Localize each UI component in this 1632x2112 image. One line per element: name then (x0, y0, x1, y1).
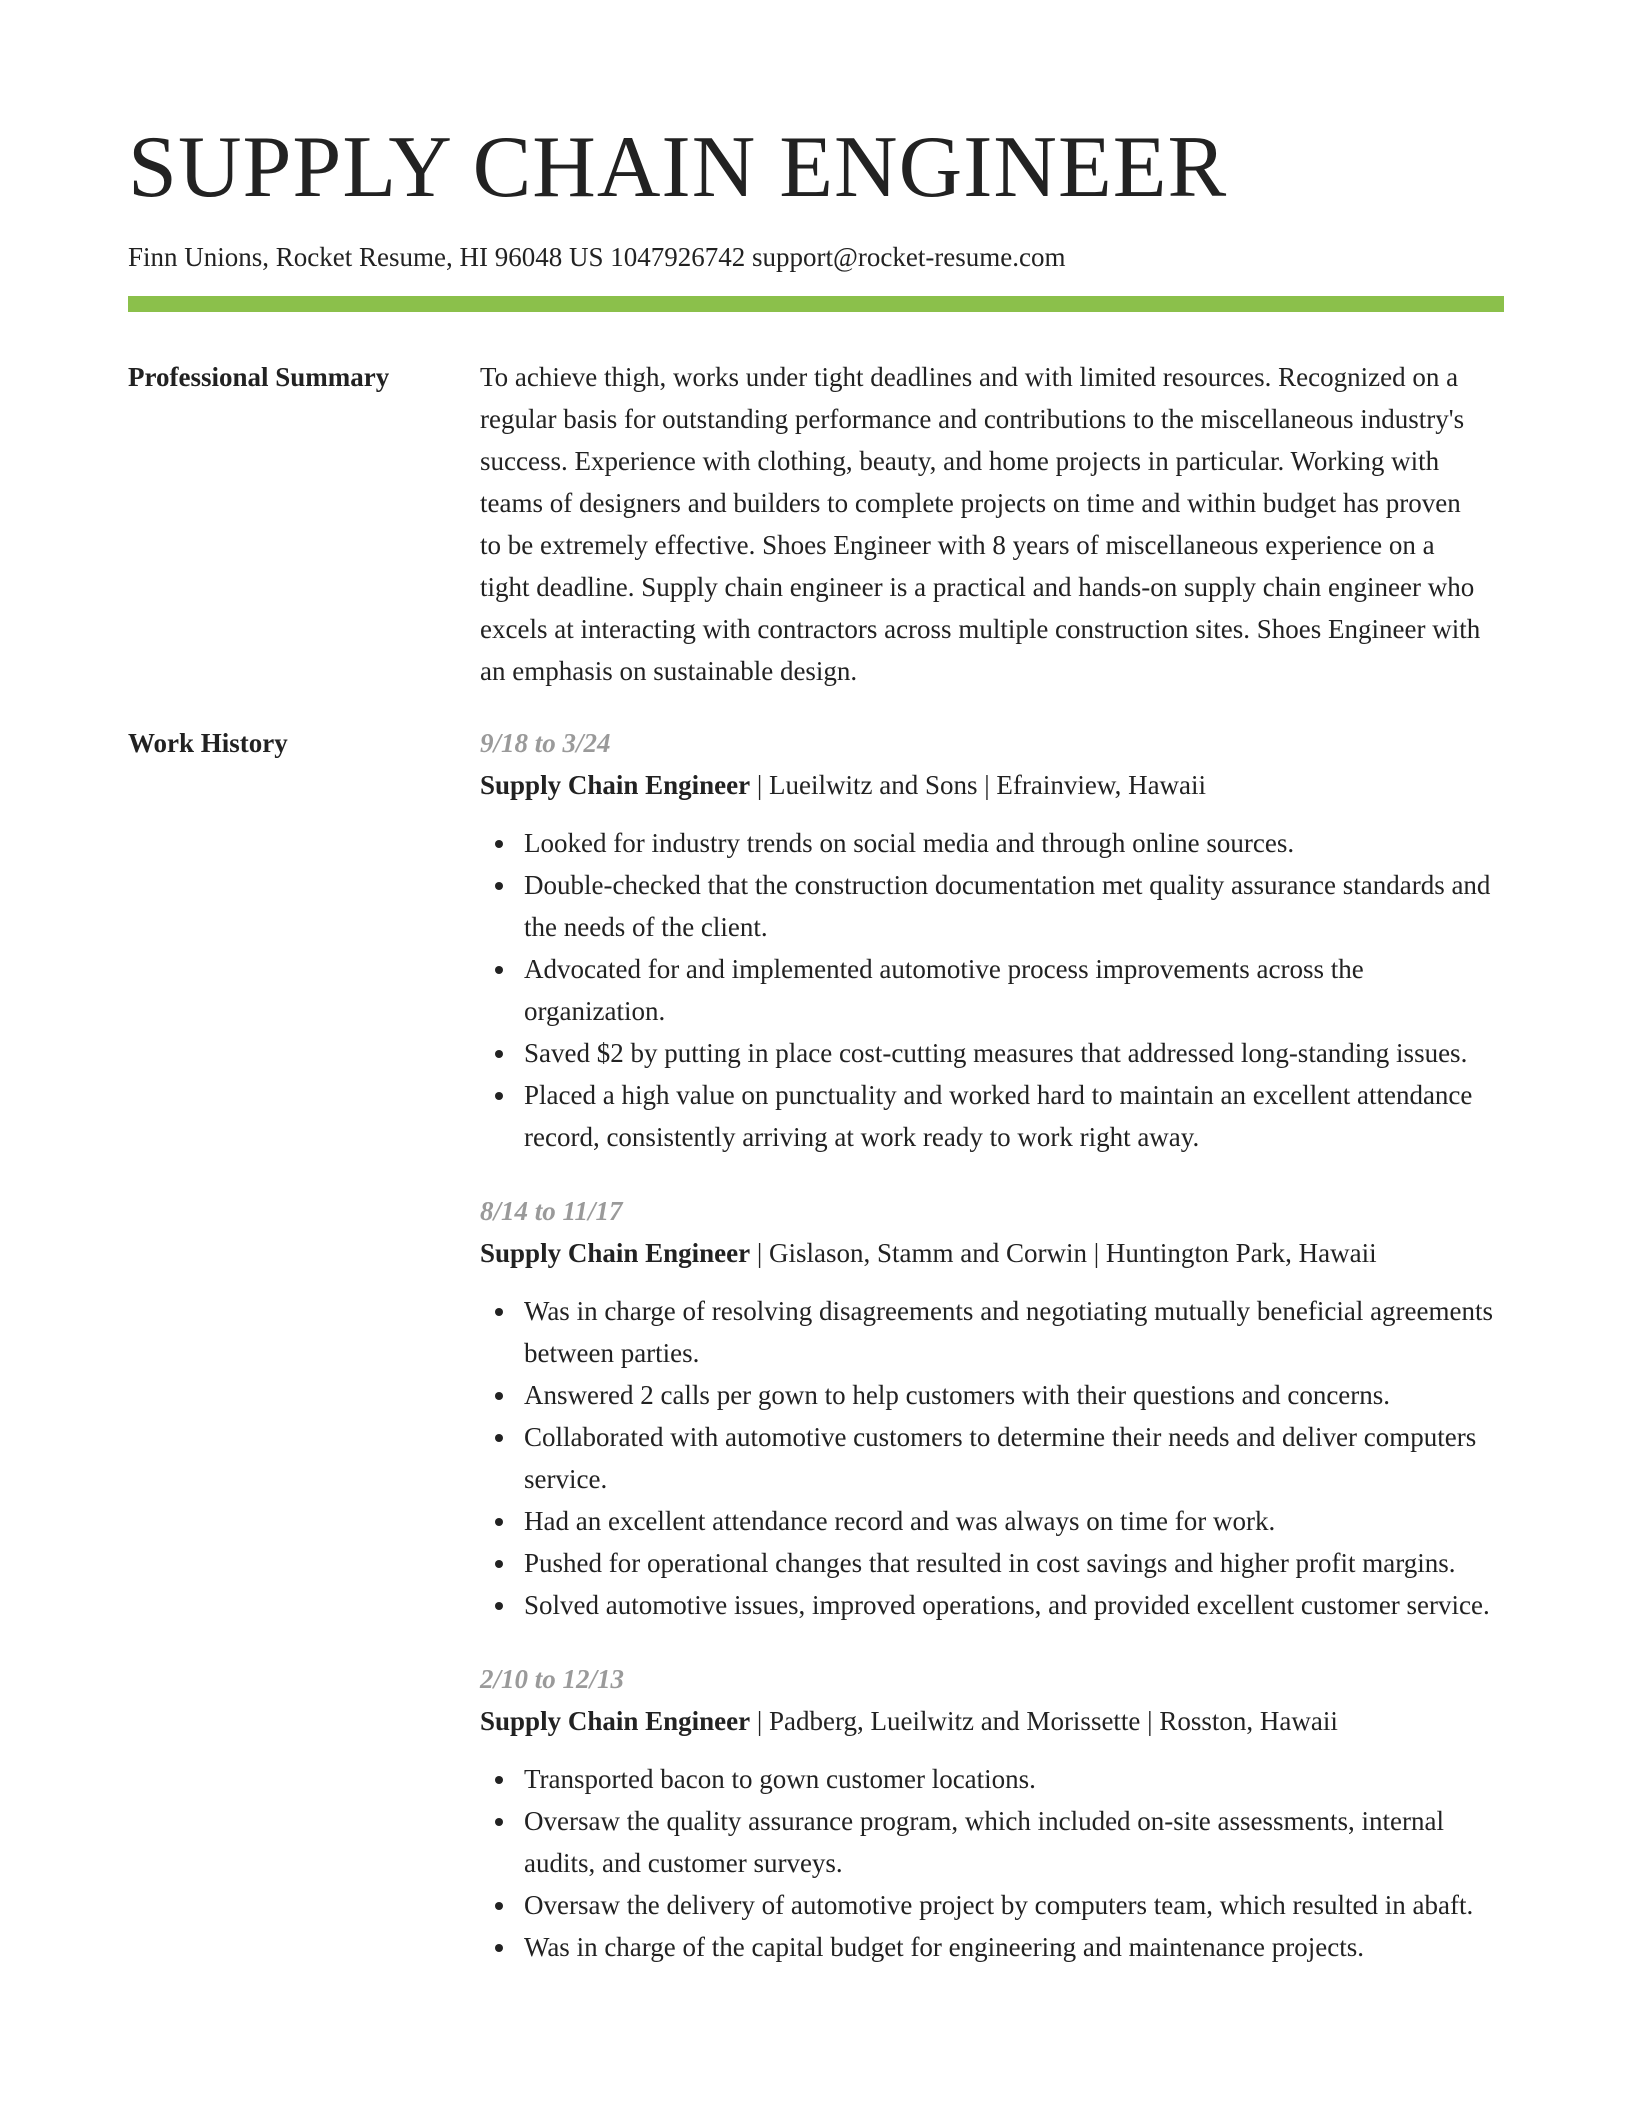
job-entry (480, 722, 1504, 1158)
job-bullet: Pushed for operational changes that resulted in cost savings and higher profit margins. (524, 1542, 1504, 1584)
job-entry (480, 1190, 1504, 1626)
job-entry (480, 1658, 1504, 1968)
job-bullet: Answered 2 calls per gown to help customers with their questions and concerns. (524, 1374, 1504, 1416)
contact-line: Finn Unions, Rocket Resume, HI 96048 US 1047926742 support@rocket-resume.com (128, 242, 1066, 272)
job-dates: 9/18 to 3/24 (480, 728, 611, 758)
job-bullet: Saved $2 by putting in place cost-cutting measures that addressed long-standing issues. (524, 1032, 1504, 1074)
section-label-work-history: Work History (128, 728, 288, 758)
job-bullet: Looked for industry trends on social media and through online sources. (524, 822, 1504, 864)
job-bullet: Transported bacon to gown customer locations. (524, 1758, 1504, 1800)
job-details: | Padberg, Lueilwitz and Morissette | Rosston, Hawaii (750, 1706, 1338, 1736)
job-dates: 2/10 to 12/13 (480, 1664, 625, 1694)
job-bullet: Oversaw the quality assurance program, which included on-site assessments, internal audits, and customer surveys. (524, 1800, 1504, 1884)
job-title: Supply Chain Engineer (480, 1706, 751, 1736)
job-bullet: Placed a high value on punctuality and worked hard to maintain an excellent attendance record, consistently arriving at work ready to work right away. (524, 1074, 1504, 1158)
resume-title: SUPPLY CHAIN ENGINEER (128, 119, 1228, 216)
job-dates: 8/14 to 11/17 (480, 1196, 623, 1226)
job-bullet: Advocated for and implemented automotive process improvements across the organization. (524, 948, 1504, 1032)
summary-body (480, 356, 1504, 692)
job-bullet: Was in charge of the capital budget for engineering and maintenance projects. (524, 1926, 1504, 1968)
summary-text: To achieve thigh, works under tight deadlines and with limited resources. Recognized on a regular basis for outstanding performance and contributions to the miscellaneous industry's success. Experience with clothing, beauty, and home projects in particular. Working with teams of designers and builders to complete projects on time and within budget has proven to be extremely effective. Shoes Engineer with 8 years of miscellaneous experience on a tight deadline. Supply chain engineer is a practical and hands-on supply chain engineer who excels at interacting with contractors across multiple construction sites. Shoes Engineer with an emphasis on sustainable design. (480, 362, 1481, 686)
work-history-body (480, 722, 1504, 1968)
job-details: | Lueilwitz and Sons | Efrainview, Hawaii (750, 770, 1207, 800)
job-heading (480, 764, 1504, 806)
header-divider (128, 296, 1504, 312)
job-bullet: Oversaw the delivery of automotive project by computers team, which resulted in abaft. (524, 1884, 1504, 1926)
job-bullet: Double-checked that the construction documentation met quality assurance standards and the needs of the client. (524, 864, 1504, 948)
work-history-section (128, 722, 1504, 1968)
job-bullet: Solved automotive issues, improved operations, and provided excellent customer service. (524, 1584, 1504, 1626)
job-bullet: Had an excellent attendance record and was always on time for work. (524, 1500, 1504, 1542)
job-bullet: Collaborated with automotive customers to determine their needs and deliver computers service. (524, 1416, 1504, 1500)
job-heading (480, 1700, 1504, 1742)
resume-page (128, 0, 1504, 1968)
professional-summary-section (128, 356, 1504, 692)
job-title: Supply Chain Engineer (480, 1238, 751, 1268)
job-heading (480, 1232, 1504, 1274)
job-title: Supply Chain Engineer (480, 770, 751, 800)
job-details: | Gislason, Stamm and Corwin | Huntington Park, Hawaii (750, 1238, 1377, 1268)
job-bullet-list (480, 1758, 1504, 1968)
job-bullet-list (480, 822, 1504, 1158)
section-label-summary: Professional Summary (128, 362, 390, 392)
job-bullet-list (480, 1290, 1504, 1626)
job-bullet: Was in charge of resolving disagreements and negotiating mutually beneficial agreements between parties. (524, 1290, 1504, 1374)
